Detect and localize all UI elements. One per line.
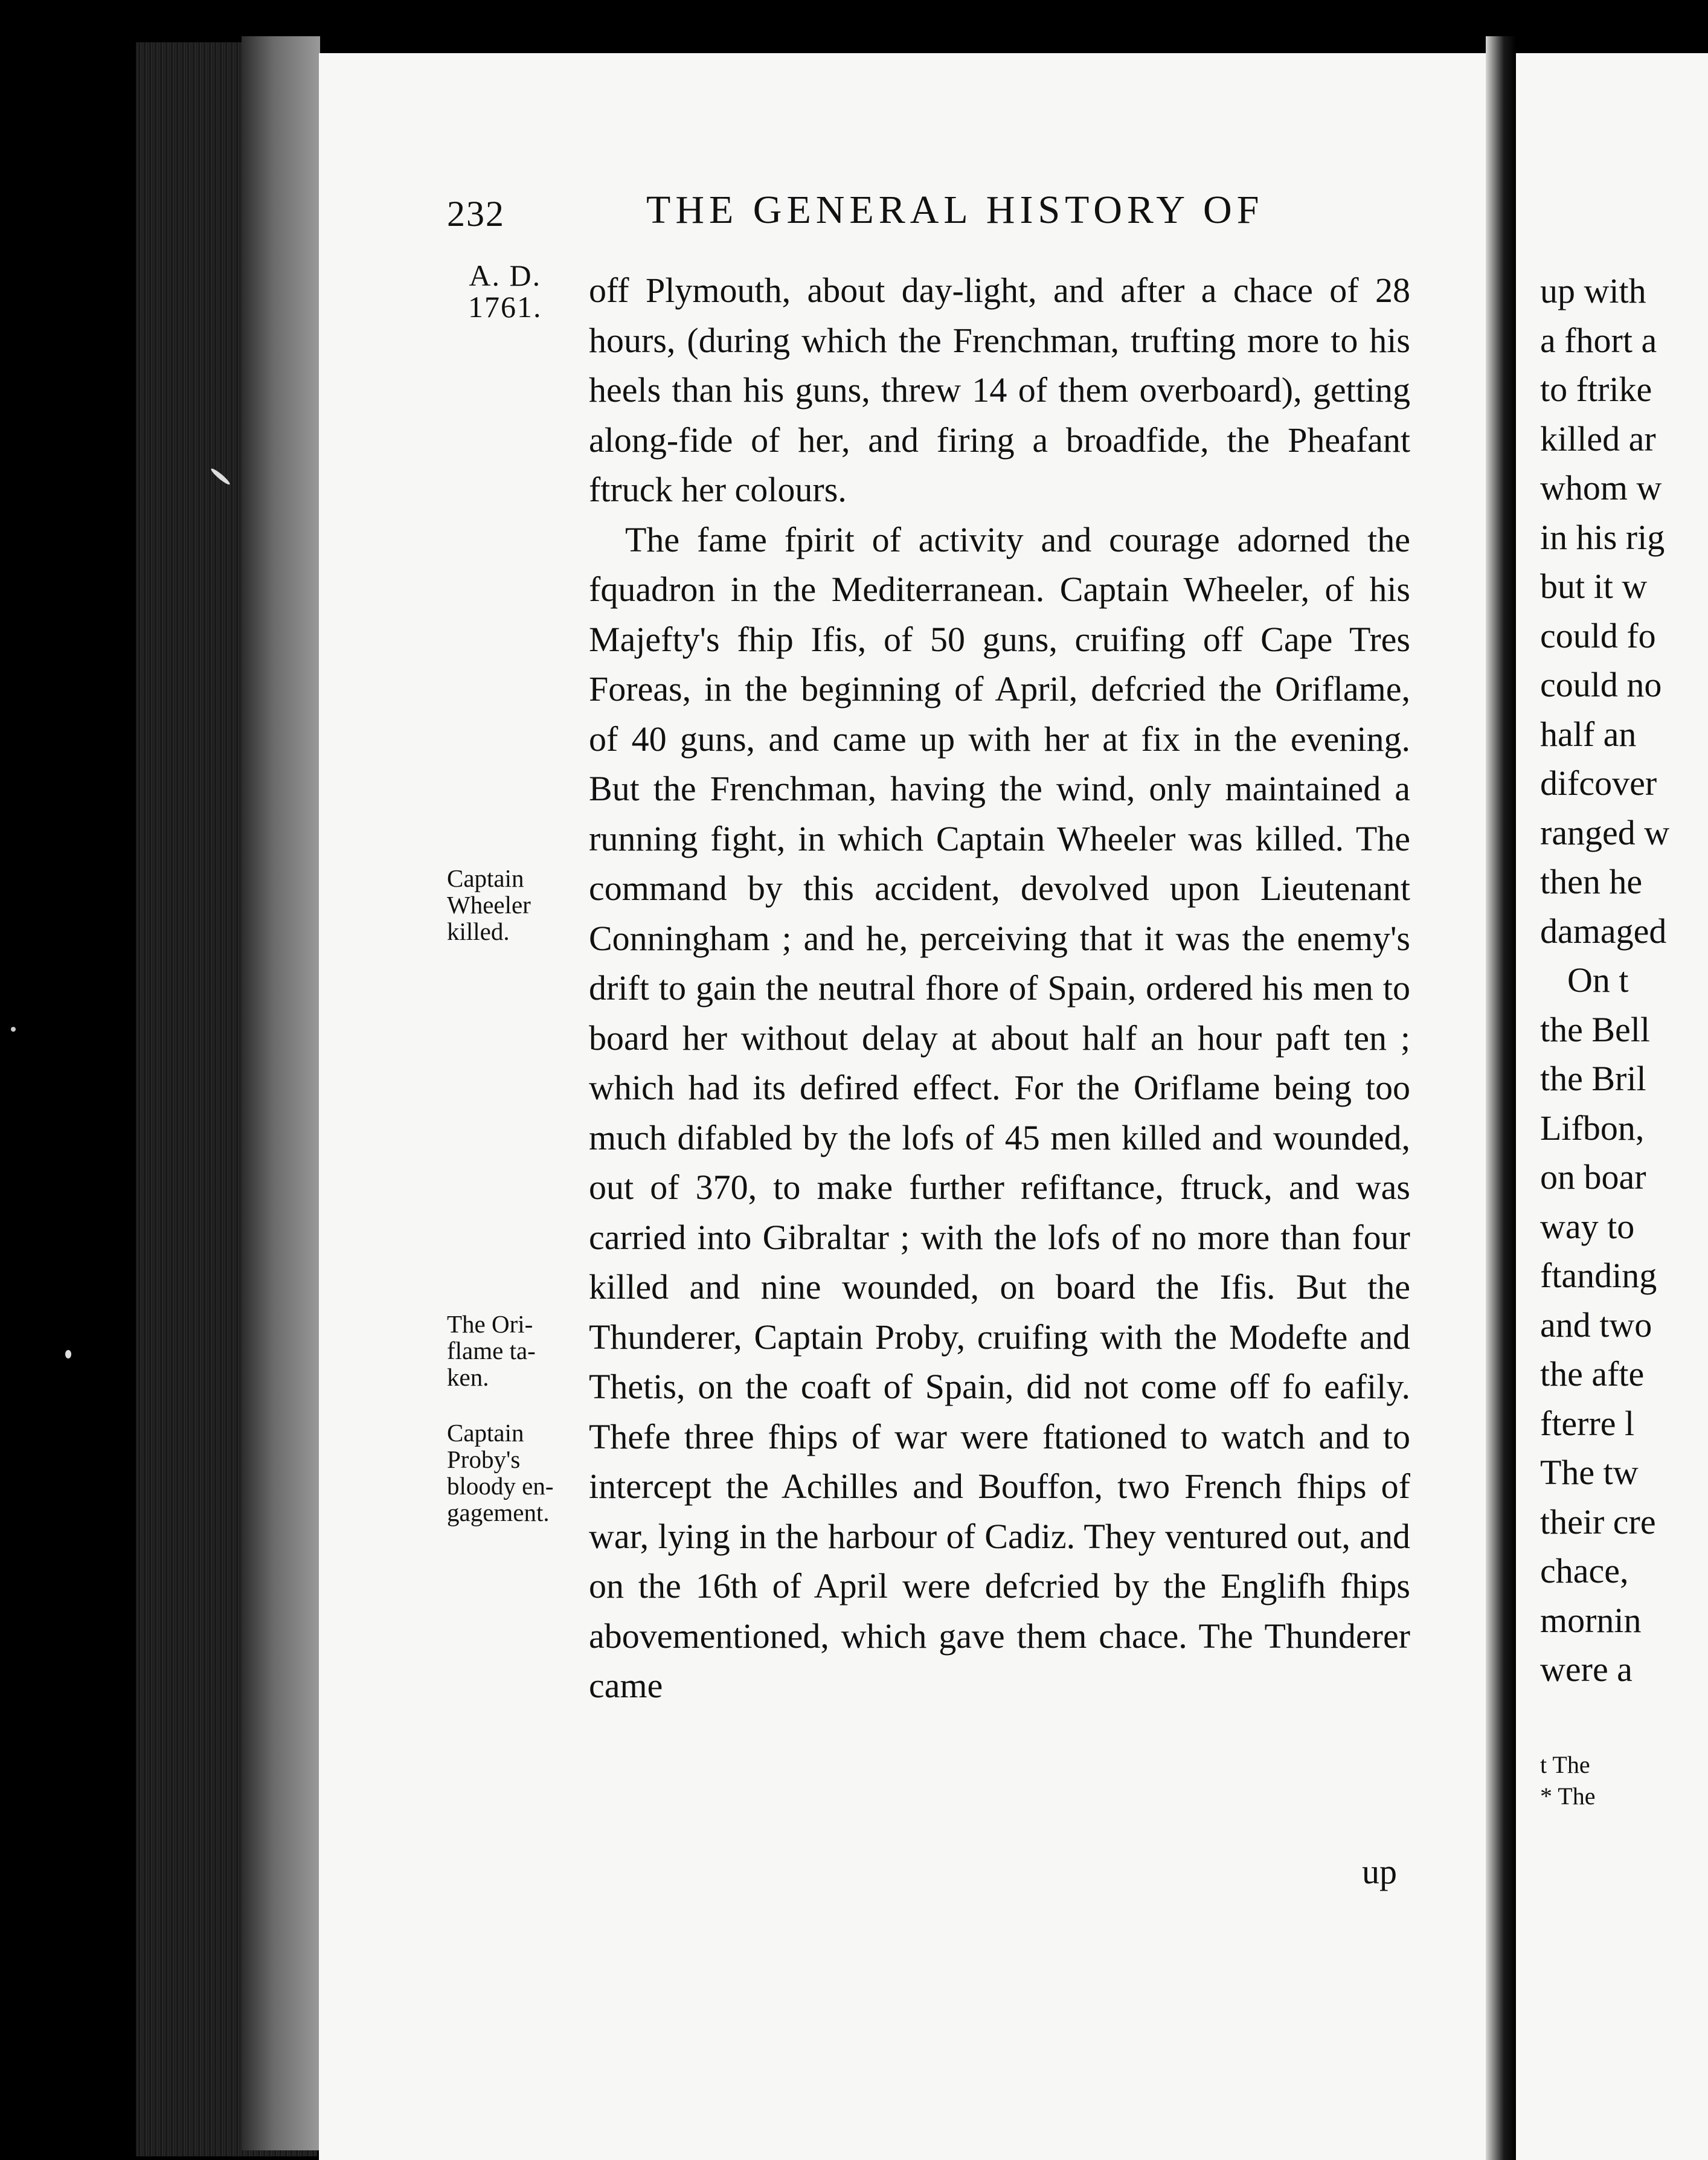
right-page-line: difcover <box>1540 763 1657 803</box>
right-page-line: the afte <box>1540 1354 1645 1393</box>
right-page-line: then he <box>1540 862 1643 901</box>
right-page-line: fterre l <box>1540 1403 1635 1443</box>
right-page-line: in his rig <box>1540 517 1665 557</box>
right-page-line: killed ar <box>1540 419 1656 458</box>
right-page-line: whom w <box>1540 468 1662 507</box>
book-page-edge <box>242 36 320 2150</box>
page-gutter <box>1486 36 1516 2160</box>
catchword: up <box>1362 1852 1397 1891</box>
margin-note-proby: Captain Proby's bloody en- gagement. <box>447 1419 554 1526</box>
right-page-line: On t <box>1567 960 1629 1000</box>
right-page-line: ftanding <box>1540 1256 1657 1295</box>
dust-speck <box>65 1350 71 1358</box>
right-page-line: were a <box>1540 1650 1633 1689</box>
right-page-line: could no <box>1540 665 1662 704</box>
margin-note-oriflame: The Ori- flame ta- ken. <box>447 1310 536 1391</box>
right-page-line: but it w <box>1540 567 1648 606</box>
right-page-line: mornin <box>1540 1600 1642 1640</box>
right-page-line: the Bell <box>1540 1009 1651 1049</box>
right-page-line: could fo <box>1540 616 1656 655</box>
body-text <box>589 266 1410 1711</box>
right-page-partial <box>1516 53 1708 2160</box>
right-page-line: a fhort a <box>1540 320 1657 360</box>
right-page-line: way to <box>1540 1206 1635 1246</box>
right-page-line: to ftrike <box>1540 370 1652 409</box>
right-page-line: Lifbon, <box>1540 1108 1645 1148</box>
right-page-line: on boar <box>1540 1157 1646 1197</box>
margin-year: A. D. 1761. <box>468 259 542 324</box>
right-page-footnote: t The <box>1540 1751 1590 1778</box>
right-page-line: up with <box>1540 271 1646 310</box>
right-page-line: The tw <box>1540 1453 1639 1492</box>
page-number: 232 <box>447 194 505 234</box>
dust-speck <box>11 1027 16 1032</box>
page-header <box>447 188 1407 242</box>
right-page-line: half an <box>1540 714 1637 754</box>
right-page-line: and two <box>1540 1305 1652 1345</box>
paragraph: off Plymouth, about day-light, and after a chace of 28 hours, (during which the Frenchman, trufting more to his heels than his guns, threw 14 of them overboard), getting along-fide of her, and firing a broadfide, the Pheafant ftruck her colours. <box>589 271 1410 509</box>
right-page-line: ranged w <box>1540 812 1670 852</box>
right-page-line: damaged <box>1540 911 1667 951</box>
running-head: THE GENERAL HISTORY OF <box>646 188 1264 232</box>
right-page-line: the Bril <box>1540 1059 1646 1098</box>
right-page-line: chace, <box>1540 1551 1629 1590</box>
paragraph: The fame fpirit of activity and courage adorned the fquadron in the Mediterranean. Captain Wheeler, of his Majefty's fhip Ifis, of 50 guns, cruifing off Cape Tres Foreas, in the beginning of April, defcried the Oriflame, of 40 guns, and came up with her at fix in the evening. But the Frenchman, having the wind, only maintained a running fight, in which Captain Wheeler was killed. The command by this accident, devolved upon Lieutenant Conningham ; and he, perceiving that it was the enemy's drift to gain the neutral fhore of Spain, ordered his men to board her without delay at about half an hour paft ten ; which had its defired effect. For the Oriflame being too much difabled by the lofs of 45 men killed and wounded, out of 370, to make further refiftance, ftruck, and was carried into Gibraltar ; with the lofs of no more than four killed and nine wounded, on board the Ifis. But the Thunderer, Captain Proby, cruifing with the Modefte and Thetis, on the coaft of Spain, did not come off fo eafily. Thefe three fhips of war were ftationed to watch and to intercept the Achilles and Bouffon, two French fhips of war, lying in the harbour of Cadiz. They ventured out, and on the 16th of April were defcried by the Englifh fhips abovementioned, which gave them chace. The Thunderer came <box>589 519 1410 1705</box>
right-page-footnote: * The <box>1540 1782 1596 1810</box>
margin-note-wheeler: Captain Wheeler killed. <box>447 864 531 945</box>
right-page-line: their cre <box>1540 1502 1656 1541</box>
